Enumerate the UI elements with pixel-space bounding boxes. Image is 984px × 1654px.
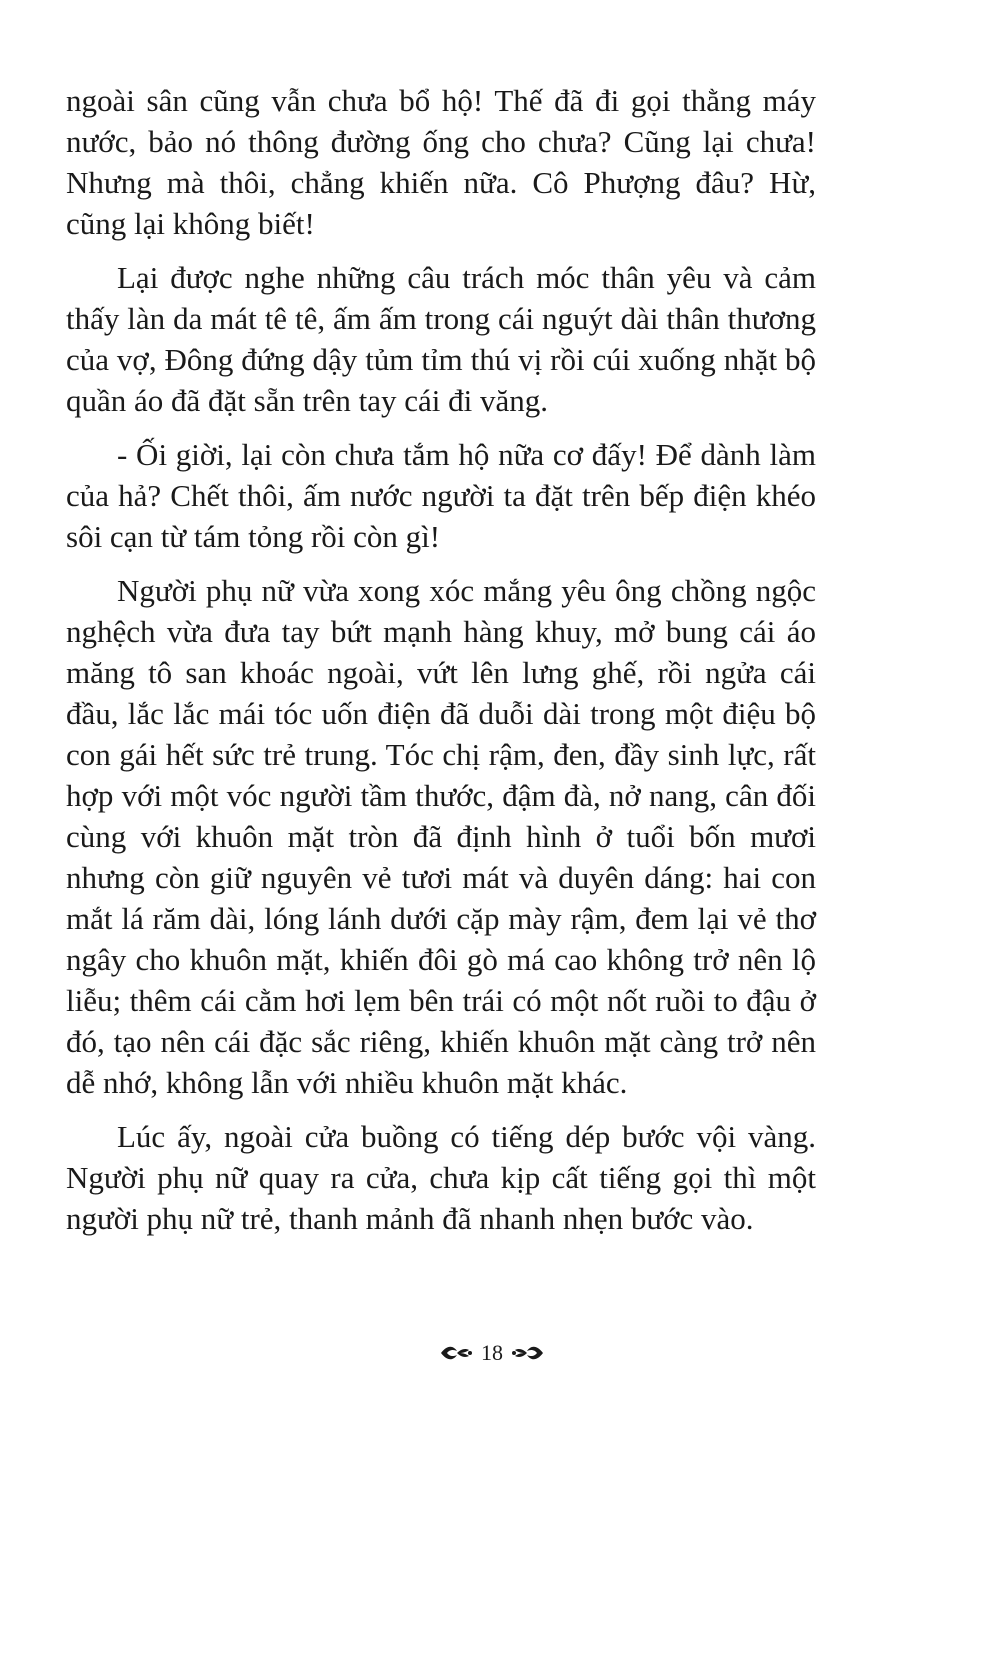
paragraph-2: Lại được nghe những câu trách móc thân yêu và cảm thấy làn da mát tê tê, ấm ấm trong cái nguýt dài thân thương của vợ, Đông đứng dậy tủm tỉm thú vị rồi cúi xuống nhặt bộ quần áo đã đặt sẵn trên tay cái đi văng. [66,260,816,418]
floral-ornament-left-icon [439,1343,473,1363]
paragraph-4: Người phụ nữ vừa xong xóc mắng yêu ông chồng ngộc nghệch vừa đưa tay bứt mạnh hàng khuy, mở bung cái áo măng tô san khoác ngoài, vứt lên lưng ghế, rồi ngửa cái đầu, lắc lắc mái tóc uốn điện đã duỗi dài trong một điệu bộ con gái hết sức trẻ trung. Tóc chị rậm, đen, đầy sinh lực, rất hợp với một vóc người tầm thước, đậm đà, nở nang, cân đối cùng với khuôn mặt tròn đã định hình ở tuổi bốn mươi nhưng còn giữ nguyên vẻ tươi mát và duyên dáng: hai con mắt lá răm dài, lóng lánh dưới cặp mày rậm, đem lại vẻ thơ ngây cho khuôn mặt, khiến đôi gò má cao không trở nên lộ liễu; thêm cái cằm hơi lẹm bên trái có một nốt ruồi to đậu ở đó, tạo nên cái đặc sắc riêng, khiến khuôn mặt càng trở nên dễ nhớ, không lẫn với nhiều khuôn mặt khác. [66,573,816,1100]
body-text [66,80,816,1252]
paragraph-3: - Ối giời, lại còn chưa tắm hộ nữa cơ đấy! Để dành làm của hả? Chết thôi, ấm nước người ta đặt trên bếp điện khéo sôi cạn từ tám tỏng rồi còn gì! [66,437,816,554]
paragraph-1: ngoài sân cũng vẫn chưa bổ hộ! Thế đã đi gọi thằng máy nước, bảo nó thông đường ống cho chưa? Cũng lại chưa! Nhưng mà thôi, chẳng khiến nữa. Cô Phượng đâu? Hừ, cũng lại không biết! [66,83,816,241]
page-footer [0,1340,984,1366]
paragraph-5: Lúc ấy, ngoài cửa buồng có tiếng dép bước vội vàng. Người phụ nữ quay ra cửa, chưa kịp cất tiếng gọi thì một người phụ nữ trẻ, thanh mảnh đã nhanh nhẹn bước vào. [66,1119,816,1236]
page-number: 18 [481,1340,503,1365]
floral-ornament-right-icon [511,1343,545,1363]
